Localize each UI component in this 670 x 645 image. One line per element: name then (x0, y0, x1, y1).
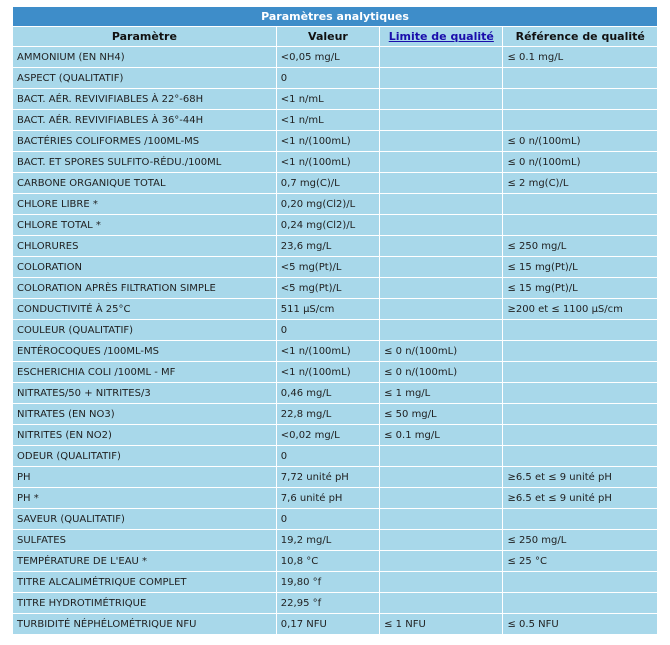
cell-limite (380, 152, 502, 172)
cell-parametre: PH * (13, 488, 276, 508)
cell-limite (380, 467, 502, 487)
cell-limite (380, 236, 502, 256)
table-row (13, 572, 657, 592)
cell-limite (380, 530, 502, 550)
cell-reference: ≤ 15 mg(Pt)/L (503, 257, 657, 277)
table-row (13, 47, 657, 67)
table-row (13, 488, 657, 508)
table-row (13, 404, 657, 424)
cell-parametre: CHLORURES (13, 236, 276, 256)
cell-reference (503, 68, 657, 88)
cell-parametre: BACTÉRIES COLIFORMES /100ML-MS (13, 131, 276, 151)
cell-valeur: 19,2 mg/L (277, 530, 379, 550)
cell-reference: ≤ 2 mg(C)/L (503, 173, 657, 193)
cell-valeur: <0,02 mg/L (277, 425, 379, 445)
cell-valeur: <5 mg(Pt)/L (277, 257, 379, 277)
cell-parametre: COULEUR (QUALITATIF) (13, 320, 276, 340)
header-limite-de-qualite (380, 27, 502, 46)
table-body (13, 47, 657, 634)
table-row (13, 341, 657, 361)
cell-reference: ≤ 0 n/(100mL) (503, 152, 657, 172)
cell-limite (380, 47, 502, 67)
cell-parametre: CHLORE LIBRE * (13, 194, 276, 214)
cell-valeur: 22,8 mg/L (277, 404, 379, 424)
cell-valeur: <1 n/(100mL) (277, 152, 379, 172)
cell-parametre: COLORATION (13, 257, 276, 277)
cell-parametre: ODEUR (QUALITATIF) (13, 446, 276, 466)
cell-reference: ≥6.5 et ≤ 9 unité pH (503, 467, 657, 487)
table-row (13, 530, 657, 550)
cell-reference: ≤ 0.5 NFU (503, 614, 657, 634)
cell-parametre: CARBONE ORGANIQUE TOTAL (13, 173, 276, 193)
cell-parametre: NITRITES (EN NO2) (13, 425, 276, 445)
table-row (13, 131, 657, 151)
cell-limite (380, 278, 502, 298)
cell-reference (503, 194, 657, 214)
cell-reference (503, 215, 657, 235)
cell-limite (380, 194, 502, 214)
cell-parametre: COLORATION APRÈS FILTRATION SIMPLE (13, 278, 276, 298)
cell-limite (380, 488, 502, 508)
cell-limite (380, 68, 502, 88)
table-row (13, 89, 657, 109)
cell-valeur: 0,17 NFU (277, 614, 379, 634)
cell-reference: ≤ 15 mg(Pt)/L (503, 278, 657, 298)
cell-reference (503, 404, 657, 424)
cell-limite (380, 593, 502, 613)
cell-valeur: <0,05 mg/L (277, 47, 379, 67)
table-row (13, 152, 657, 172)
cell-reference (503, 425, 657, 445)
cell-limite (380, 551, 502, 571)
table-row (13, 425, 657, 445)
cell-valeur: <5 mg(Pt)/L (277, 278, 379, 298)
cell-valeur: 22,95 °f (277, 593, 379, 613)
cell-limite (380, 320, 502, 340)
cell-reference (503, 320, 657, 340)
cell-reference (503, 446, 657, 466)
cell-parametre: PH (13, 467, 276, 487)
table-row (13, 509, 657, 529)
cell-limite (380, 173, 502, 193)
table-row (13, 215, 657, 235)
cell-reference (503, 110, 657, 130)
cell-parametre: ASPECT (QUALITATIF) (13, 68, 276, 88)
cell-parametre: SAVEUR (QUALITATIF) (13, 509, 276, 529)
cell-reference (503, 341, 657, 361)
table-row (13, 194, 657, 214)
cell-reference: ≤ 250 mg/L (503, 530, 657, 550)
table-row (13, 320, 657, 340)
cell-valeur: 511 µS/cm (277, 299, 379, 319)
cell-limite: ≤ 0 n/(100mL) (380, 341, 502, 361)
cell-reference (503, 593, 657, 613)
cell-limite: ≤ 1 mg/L (380, 383, 502, 403)
cell-limite: ≤ 0.1 mg/L (380, 425, 502, 445)
cell-parametre: SULFATES (13, 530, 276, 550)
cell-valeur: 23,6 mg/L (277, 236, 379, 256)
cell-parametre: TEMPÉRATURE DE L'EAU * (13, 551, 276, 571)
cell-valeur: <1 n/(100mL) (277, 362, 379, 382)
caption-row (13, 7, 657, 26)
cell-parametre: NITRATES/50 + NITRITES/3 (13, 383, 276, 403)
cell-parametre: CONDUCTIVITÉ À 25°C (13, 299, 276, 319)
cell-valeur: 0 (277, 446, 379, 466)
cell-reference: ≥6.5 et ≤ 9 unité pH (503, 488, 657, 508)
cell-parametre: TURBIDITÉ NÉPHÉLOMÉTRIQUE NFU (13, 614, 276, 634)
cell-valeur: <1 n/(100mL) (277, 131, 379, 151)
cell-parametre: ESCHERICHIA COLI /100ML - MF (13, 362, 276, 382)
cell-limite (380, 509, 502, 529)
table-row (13, 467, 657, 487)
cell-valeur: 10,8 °C (277, 551, 379, 571)
table-row (13, 236, 657, 256)
cell-valeur: 0,20 mg(Cl2)/L (277, 194, 379, 214)
cell-valeur: 0,46 mg/L (277, 383, 379, 403)
cell-reference: ≤ 0 n/(100mL) (503, 131, 657, 151)
table-row (13, 257, 657, 277)
table-row (13, 593, 657, 613)
cell-parametre: TITRE HYDROTIMÉTRIQUE (13, 593, 276, 613)
table-row (13, 362, 657, 382)
cell-valeur: 0 (277, 68, 379, 88)
table-row (13, 446, 657, 466)
cell-reference (503, 572, 657, 592)
cell-valeur: 19,80 °f (277, 572, 379, 592)
cell-limite (380, 131, 502, 151)
cell-reference: ≤ 25 °C (503, 551, 657, 571)
cell-reference: ≤ 250 mg/L (503, 236, 657, 256)
table-row (13, 551, 657, 571)
table-row (13, 383, 657, 403)
cell-parametre: CHLORE TOTAL * (13, 215, 276, 235)
header-reference-de-qualite: Référence de qualité (503, 27, 657, 46)
cell-parametre: BACT. AÉR. REVIVIFIABLES À 36°-44H (13, 110, 276, 130)
header-row (13, 27, 657, 46)
cell-reference: ≥200 et ≤ 1100 µS/cm (503, 299, 657, 319)
cell-limite (380, 299, 502, 319)
cell-limite: ≤ 1 NFU (380, 614, 502, 634)
cell-limite (380, 572, 502, 592)
header-parametre: Paramètre (13, 27, 276, 46)
cell-limite (380, 89, 502, 109)
analysis-table (12, 6, 658, 635)
cell-parametre: BACT. AÉR. REVIVIFIABLES À 22°-68H (13, 89, 276, 109)
table-caption: Paramètres analytiques (13, 7, 657, 26)
limite-de-qualite-link[interactable]: Limite de qualité (388, 30, 494, 43)
table-row (13, 110, 657, 130)
cell-parametre: ENTÉROCOQUES /100ML-MS (13, 341, 276, 361)
cell-reference (503, 383, 657, 403)
table-row (13, 278, 657, 298)
cell-limite (380, 215, 502, 235)
cell-limite (380, 446, 502, 466)
table-row (13, 173, 657, 193)
cell-parametre: TITRE ALCALIMÉTRIQUE COMPLET (13, 572, 276, 592)
cell-valeur: 7,6 unité pH (277, 488, 379, 508)
cell-parametre: AMMONIUM (EN NH4) (13, 47, 276, 67)
cell-valeur: 7,72 unité pH (277, 467, 379, 487)
analysis-table-container (12, 6, 658, 635)
cell-reference: ≤ 0.1 mg/L (503, 47, 657, 67)
cell-reference (503, 89, 657, 109)
table-row (13, 614, 657, 634)
cell-valeur: 0,24 mg(Cl2)/L (277, 215, 379, 235)
table-row (13, 299, 657, 319)
cell-valeur: <1 n/mL (277, 89, 379, 109)
cell-reference (503, 509, 657, 529)
cell-parametre: BACT. ET SPORES SULFITO-RÉDU./100ML (13, 152, 276, 172)
cell-valeur: 0,7 mg(C)/L (277, 173, 379, 193)
cell-valeur: 0 (277, 509, 379, 529)
cell-parametre: NITRATES (EN NO3) (13, 404, 276, 424)
cell-limite (380, 257, 502, 277)
header-valeur: Valeur (277, 27, 379, 46)
cell-limite: ≤ 50 mg/L (380, 404, 502, 424)
cell-valeur: 0 (277, 320, 379, 340)
cell-limite (380, 110, 502, 130)
cell-valeur: <1 n/(100mL) (277, 341, 379, 361)
cell-reference (503, 362, 657, 382)
cell-valeur: <1 n/mL (277, 110, 379, 130)
table-row (13, 68, 657, 88)
cell-limite: ≤ 0 n/(100mL) (380, 362, 502, 382)
